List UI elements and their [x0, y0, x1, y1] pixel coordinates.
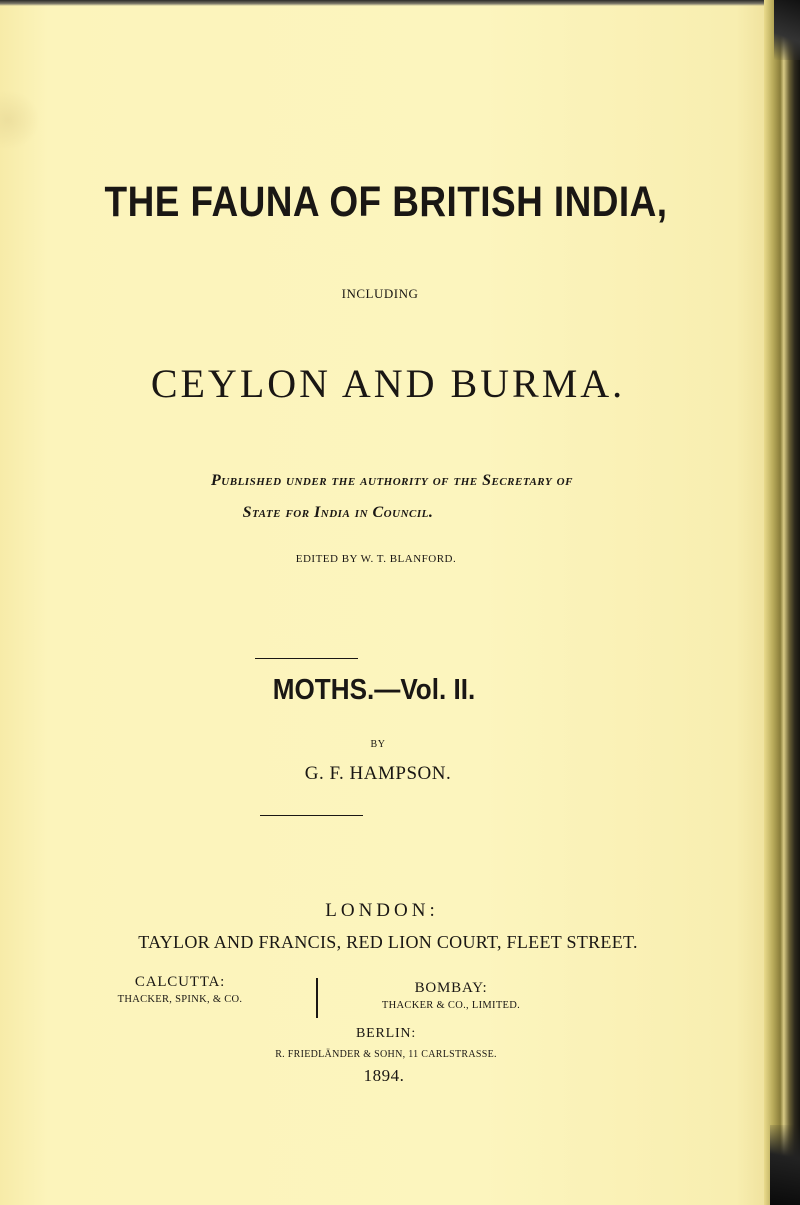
- page-top-edge: [0, 0, 800, 6]
- including-label: INCLUDING: [341, 286, 419, 301]
- divider-rule-bottom: [260, 815, 363, 816]
- book-binding-edge: [764, 0, 800, 1205]
- paper-stain: [0, 90, 40, 150]
- imprint-berlin-publisher: R. FRIEDLÄNDER & SOHN, 11 CARLSTRASSE.: [275, 1049, 497, 1060]
- binding-corner-bottom: [770, 1125, 800, 1205]
- editor-credit: EDITED BY W. T. BLANFORD.: [295, 553, 457, 565]
- by-label: BY: [370, 739, 386, 750]
- volume-title: MOTHS.—Vol. II.: [272, 674, 476, 706]
- imprint-london-publisher: TAYLOR AND FRANCIS, RED LION COURT, FLEET STREET.: [138, 932, 638, 952]
- published-statement-line-2: State for India in Council.: [242, 504, 434, 521]
- book-subtitle: CEYLON AND BURMA.: [150, 361, 626, 406]
- author-name: G. F. HAMPSON.: [304, 763, 452, 784]
- imprint-bombay-city: BOMBAY:: [414, 980, 488, 996]
- book-title: THE FAUNA OF BRITISH INDIA,: [104, 178, 668, 226]
- imprint-calcutta-publisher: THACKER, SPINK, & CO.: [117, 994, 243, 1005]
- publication-year: 1894.: [363, 1066, 405, 1085]
- imprint-calcutta-city: CALCUTTA:: [134, 974, 226, 990]
- binding-corner-top: [774, 0, 800, 60]
- imprint-bombay-publisher: THACKER & CO., LIMITED.: [381, 1000, 521, 1011]
- imprint-calcutta: [60, 974, 300, 1007]
- divider-rule-top: [255, 658, 358, 659]
- imprint-bombay: [316, 980, 586, 1013]
- imprint-london-city: LONDON:: [325, 900, 439, 921]
- imprint-berlin-city: BERLIN:: [355, 1026, 417, 1041]
- published-statement-line-1: Published under the authority of the Secretary of: [211, 472, 573, 489]
